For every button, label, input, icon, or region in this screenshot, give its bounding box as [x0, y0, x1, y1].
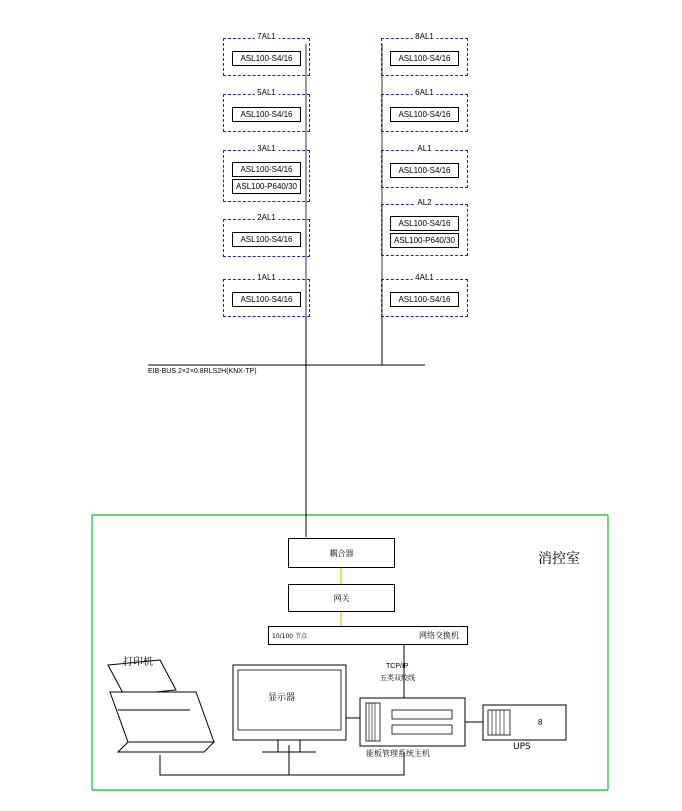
panel-title: 7AL1	[254, 32, 279, 41]
ups-label: UPS	[513, 742, 531, 752]
switch-port-label: 10/100 节点	[272, 633, 308, 640]
gateway-box[interactable]	[288, 584, 395, 612]
panel-right-1[interactable]	[381, 88, 468, 132]
network-protocol-label: TCP/IP	[386, 663, 409, 670]
room-label: 消控室	[538, 551, 580, 567]
panel-device: ASL100-S4/16	[232, 162, 301, 177]
coupler-box[interactable]	[288, 538, 395, 568]
printer-body	[110, 692, 214, 742]
panel-device: ASL100-S4/16	[232, 51, 301, 66]
panel-right-2[interactable]	[381, 144, 468, 188]
host-label: 能板管理系统主机	[366, 749, 430, 758]
panel-device: ASL100-S4/16	[390, 163, 459, 178]
panel-left-3[interactable]	[223, 213, 310, 257]
panel-right-4[interactable]	[381, 273, 468, 317]
panel-device: ASL100-S4/16	[390, 292, 459, 307]
panel-title: 4AL1	[412, 273, 437, 282]
coupler-label: 耦合器	[329, 548, 354, 558]
ups-digit: 8	[538, 718, 543, 727]
panel-right-3[interactable]	[381, 198, 468, 256]
monitor-label: 显示器	[268, 693, 296, 703]
panel-device: ASL100-S4/16	[232, 107, 301, 122]
panel-title: AL1	[414, 144, 434, 153]
panel-device: ASL100-S4/16	[390, 216, 459, 231]
panel-title: 2AL1	[254, 213, 279, 222]
switch-label: 网络交换机	[419, 631, 459, 640]
panel-left-0[interactable]	[223, 32, 310, 76]
panel-title: 5AL1	[254, 88, 279, 97]
panel-device: ASL100-S4/16	[390, 107, 459, 122]
printer-tray	[118, 742, 214, 752]
panel-title: 6AL1	[412, 88, 437, 97]
panel-left-2[interactable]	[223, 144, 310, 202]
panel-title: 3AL1	[254, 144, 279, 153]
panel-device: ASL100-S4/16	[232, 232, 301, 247]
bus-label: EIB-BUS 2×2×0.8RLS2H(KNX-TP)	[148, 368, 257, 375]
panel-device: ASL100-S4/16	[232, 292, 301, 307]
printer-label: 打印机	[123, 657, 153, 668]
panel-title: AL2	[414, 198, 434, 207]
panel-title: 8AL1	[412, 32, 437, 41]
panel-left-1[interactable]	[223, 88, 310, 132]
panel-right-0[interactable]	[381, 32, 468, 76]
panel-device: ASL100-P640/30	[232, 179, 301, 194]
panel-device: ASL100-S4/16	[390, 51, 459, 66]
panel-left-4[interactable]	[223, 273, 310, 317]
panel-device: ASL100-P640/30	[390, 233, 459, 248]
panel-title: 1AL1	[254, 273, 279, 282]
network-cable-label: 五类双绞线	[380, 674, 415, 682]
gateway-label: 网关	[333, 593, 350, 603]
